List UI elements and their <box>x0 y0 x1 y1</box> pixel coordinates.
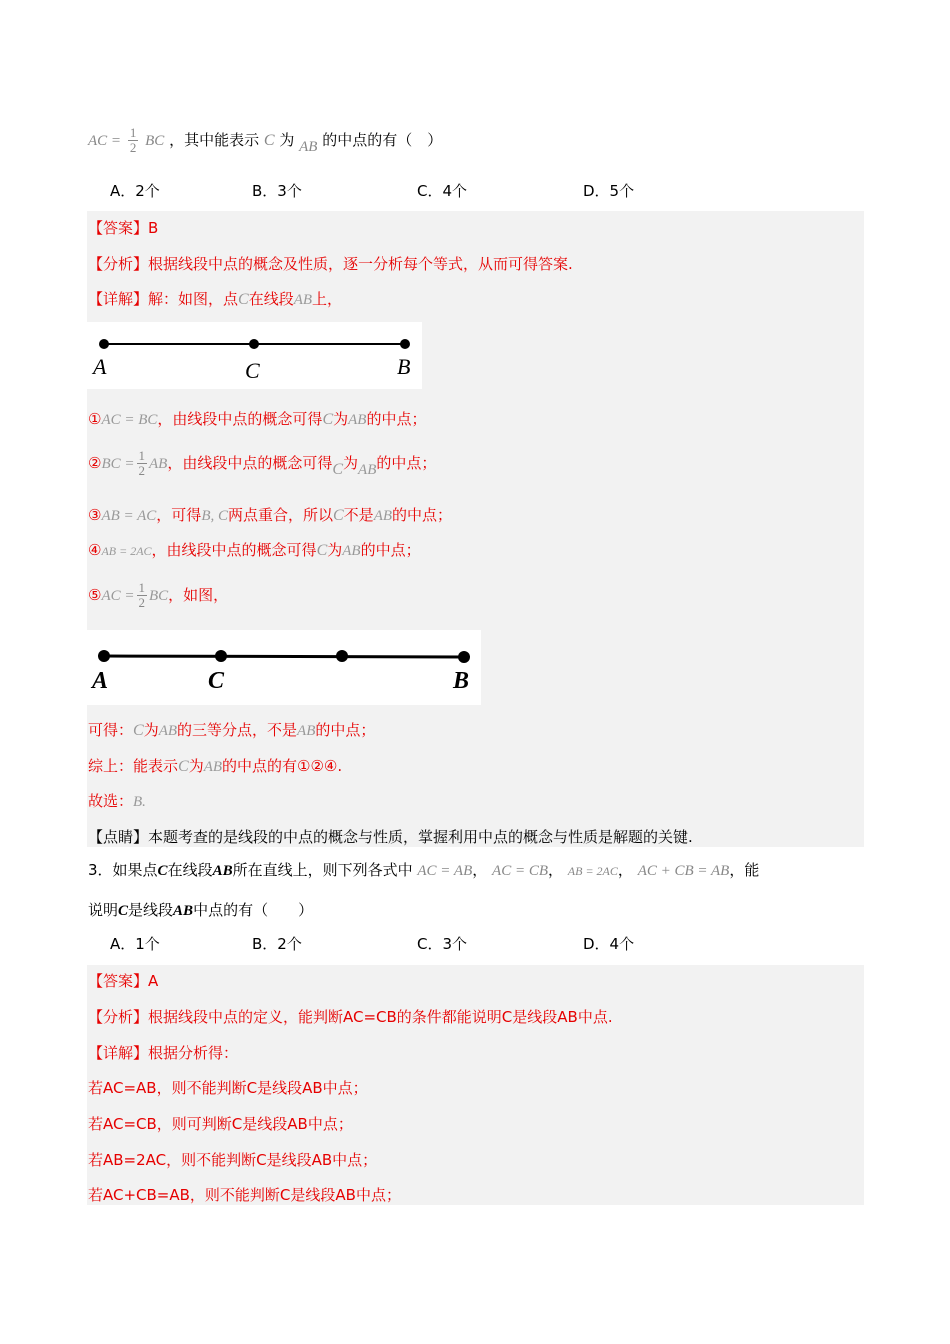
q3-stem-line-1 <box>88 859 759 880</box>
item-3-c: C <box>333 507 344 524</box>
q2-stem-wei: 为 <box>279 131 295 149</box>
q2-detail-c: C <box>238 291 249 308</box>
q3-line-4: 若AC+CB=AB，则不能判断C是线段AB中点； <box>88 1186 401 1204</box>
q3-c: C <box>157 863 168 879</box>
segment-figure-2 <box>87 630 481 705</box>
q2-fraction <box>128 126 139 155</box>
choice-pre: 故选： <box>88 792 134 810</box>
q3-eq3: AB = 2AC <box>567 864 618 878</box>
item-4-math: AB = 2AC <box>101 544 152 558</box>
point-a-2 <box>98 650 110 662</box>
q2-item-3 <box>88 504 452 525</box>
q3-eq4: AC + CB = AB <box>637 863 730 879</box>
point-c-2 <box>215 650 227 662</box>
item-1-c: C <box>322 411 334 428</box>
item-1-num: ① <box>88 410 102 428</box>
q2-stem-ab: AB <box>299 139 318 155</box>
point-c <box>249 339 259 349</box>
item-4-wei: 为 <box>327 541 343 559</box>
item-2-frac-num: 1 <box>138 448 145 463</box>
item-3-ab: AB <box>373 508 393 524</box>
q3-sep-3: ， <box>617 861 633 879</box>
q2-option-c: C．4个 <box>417 182 468 200</box>
segment-figure-1 <box>87 322 422 389</box>
item-4-ab: AB <box>342 543 361 559</box>
q2-stem <box>88 120 442 160</box>
q3-line1-end: ，能 <box>729 861 760 879</box>
item-3-text: ，可得 <box>156 506 202 524</box>
point-b <box>400 339 410 349</box>
conclusion2-ab: AB <box>203 759 223 775</box>
q2-eq-rhs: BC <box>145 133 165 149</box>
q3-ab-2: AB <box>173 903 194 919</box>
q2-detail <box>88 288 342 309</box>
conclusion1-ab2: AB <box>297 723 316 739</box>
conclusion1-mid: 为 <box>143 721 159 739</box>
item-3-num: ③ <box>88 506 102 524</box>
q2-stem-end: 的中点的有（ ） <box>322 131 443 149</box>
q3-line1-b: 在线段 <box>167 861 213 879</box>
choice-val: B. <box>133 794 146 810</box>
item-5-frac-den: 2 <box>138 595 145 610</box>
conclusion1-mid2: 的三等分点，不是 <box>177 721 298 739</box>
q3-line-2: 若AC=CB，则可判断C是线段AB中点； <box>88 1115 353 1133</box>
q2-item-1 <box>88 408 426 429</box>
item-3-math: AB = AC <box>101 508 157 524</box>
item-5-frac-num: 1 <box>138 580 145 595</box>
q2-answer: 【答案】B <box>88 219 159 237</box>
item-4-end: 的中点； <box>360 541 421 559</box>
q2-frac-den: 2 <box>129 140 137 155</box>
q3-line-1: 若AC=AB，则不能判断C是线段AB中点； <box>88 1079 368 1097</box>
item-4-c: C <box>316 542 328 559</box>
q3-line2-c: 中点的有（ ） <box>193 901 314 919</box>
item-1-end: 的中点； <box>366 410 427 428</box>
q2-stem-tail: ，其中能表示 <box>169 131 260 149</box>
item-3-text2: 两点重合，所以 <box>227 506 333 524</box>
q3-option-a: A．1个 <box>110 935 160 953</box>
q2-conclusion-2 <box>88 755 342 776</box>
q2-option-b: B．3个 <box>252 182 302 200</box>
conclusion1-pre: 可得： <box>88 721 134 739</box>
conclusion2-c: C <box>178 758 189 775</box>
q3-stem-line-2 <box>88 899 313 920</box>
item-2-math-rhs: AB <box>149 456 168 472</box>
item-2-c: C <box>332 461 344 478</box>
q3-ab: AB <box>212 863 233 879</box>
q2-option-d: D．5个 <box>583 182 635 200</box>
item-2-num: ② <box>88 454 102 472</box>
q2-option-a: A．2个 <box>110 182 160 200</box>
item-4-num: ④ <box>88 541 102 559</box>
label-a: A <box>93 354 107 379</box>
item-2-end: 的中点； <box>376 454 437 472</box>
item-3-bc: B, C <box>201 508 228 524</box>
q2-choice <box>88 790 146 811</box>
item-5-math-lhs: AC = <box>101 588 135 604</box>
item-5-text: ，如图， <box>168 586 229 604</box>
q3-sep-1: ， <box>472 861 488 879</box>
q2-stem-c: C <box>263 132 275 149</box>
item-2-math-lhs: BC = <box>101 456 135 472</box>
label-b-2: B <box>453 668 470 694</box>
item-1-ab: AB <box>348 412 367 428</box>
q3-option-d: D．4个 <box>583 935 635 953</box>
q3-line1-c: 所在直线上，则下列各式中 <box>232 861 413 879</box>
q2-analysis: 【分析】根据线段中点的概念及性质，逐一分析每个等式，从而可得答案. <box>88 255 573 273</box>
label-c-2: C <box>208 668 225 694</box>
conclusion2-end: 的中点的有①②④. <box>222 757 343 775</box>
item-2-frac-den: 2 <box>138 463 145 478</box>
q2-eq-lhs: AC = <box>88 133 122 149</box>
q3-c-2: C <box>118 903 129 919</box>
label-c: C <box>245 358 260 383</box>
item-4-text: ，由线段中点的概念可得 <box>151 541 317 559</box>
q2-detail-ab: AB <box>293 292 313 308</box>
item-5-math-rhs: BC <box>149 588 169 604</box>
item-1-wei: 为 <box>333 410 349 428</box>
conclusion1-c: C <box>133 722 144 739</box>
label-b: B <box>397 354 411 379</box>
q3-sep-2: ， <box>548 861 564 879</box>
point-trisect-2 <box>336 650 348 662</box>
q2-detail-end: 上， <box>312 290 343 308</box>
item-2-ab: AB <box>358 462 377 478</box>
q2-comment: 【点睛】本题考查的是线段的中点的概念与性质，掌握利用中点的概念与性质是解题的关键. <box>88 828 693 846</box>
q3-line2-a: 说明 <box>88 901 119 919</box>
q3-line-3: 若AB=2AC，则不能判断C是线段AB中点； <box>88 1151 378 1169</box>
q2-conclusion-1 <box>88 719 375 740</box>
item-3-end: 的中点； <box>392 506 453 524</box>
conclusion2-pre: 综上：能表示 <box>88 757 179 775</box>
q3-detail: 【详解】根据分析得： <box>88 1044 239 1062</box>
conclusion1-ab: AB <box>158 723 178 739</box>
q3-eq1: AC = AB <box>417 863 473 879</box>
q3-option-b: B．2个 <box>252 935 302 953</box>
item-1-text: ，由线段中点的概念可得 <box>157 410 323 428</box>
q3-eq2: AC = CB <box>492 863 548 879</box>
point-b-2 <box>458 651 470 663</box>
item-3-wei: 不是 <box>343 506 374 524</box>
q3-line1-a: 3．如果点 <box>88 861 158 879</box>
conclusion2-mid: 为 <box>188 757 204 775</box>
q3-analysis: 【分析】根据线段中点的定义，能判断AC=CB的条件都能说明C是线段AB中点. <box>88 1008 613 1026</box>
item-5-fraction <box>137 581 148 610</box>
q2-frac-num: 1 <box>129 125 137 140</box>
item-1-math: AC = BC <box>101 412 158 428</box>
segment-figure-2-svg <box>87 630 481 705</box>
q3-line2-b: 是线段 <box>128 901 174 919</box>
q2-detail-mid: 在线段 <box>248 290 294 308</box>
q3-answer: 【答案】A <box>88 972 159 990</box>
q2-detail-prefix: 【详解】解：如图，点 <box>88 290 239 308</box>
label-a-2: A <box>92 668 109 694</box>
q2-item-2 <box>88 440 436 486</box>
segment-line-ab-2 <box>104 656 464 657</box>
item-2-fraction <box>137 449 148 478</box>
q2-item-5 <box>88 572 228 618</box>
item-2-wei: 为 <box>343 454 359 472</box>
q3-option-c: C．3个 <box>417 935 468 953</box>
item-2-text: ，由线段中点的概念可得 <box>167 454 333 472</box>
point-a <box>99 339 109 349</box>
q2-item-4 <box>88 539 421 560</box>
conclusion1-end: 的中点； <box>315 721 376 739</box>
item-5-num: ⑤ <box>88 586 102 604</box>
